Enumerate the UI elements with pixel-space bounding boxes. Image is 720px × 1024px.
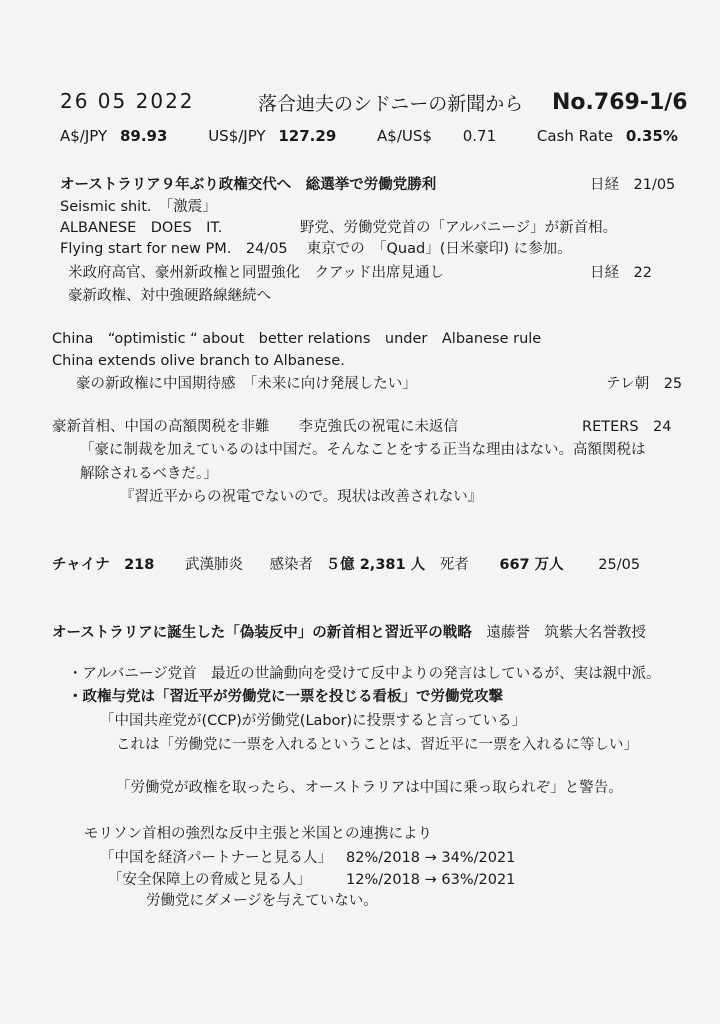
aud-jpy-label: A$/JPY	[60, 127, 108, 145]
section4-headline-row	[52, 624, 646, 642]
usd-jpy-value: 127.29	[278, 127, 337, 145]
section1-line4-source: 日経 22	[590, 265, 652, 281]
infected-count: ５億 2,381 人	[325, 557, 426, 573]
survey-row1-value: 82%/2018 → 34%/2021	[346, 850, 516, 866]
aud-usd-value: 0.71	[462, 127, 497, 145]
document-date: 26 05 2022	[60, 89, 195, 113]
deaths-label: 死者	[439, 557, 469, 573]
section1-line3: Flying start for new PM. 24/05 東京での 「Quad」(日米豪印) に参加。	[60, 241, 572, 257]
covid-row	[52, 556, 640, 574]
section1-line1: Seismic shit. 「激震」	[60, 199, 217, 215]
section1-line4: 米政府高官、豪州新政権と同盟強化 クアッド出席見通し	[68, 265, 444, 281]
covid-date: 25/05	[598, 557, 641, 573]
section3-source: RETERS 24	[582, 419, 672, 435]
section4-para1: モリソン首相の強烈な反中主張と米国との連携により	[84, 826, 432, 842]
aud-jpy-value: 89.93	[119, 127, 168, 145]
section4-author: 遠藤誉 筑紫大名誉教授	[486, 625, 646, 641]
cash-rate-value: 0.35%	[625, 127, 678, 145]
section2-line1: China “optimistic “ about better relations under Albanese rule	[52, 331, 542, 347]
aud-usd-label: A$/US$	[377, 127, 432, 145]
covid-topic: 武漢肺炎	[184, 557, 243, 573]
survey-row2-label: 「安全保障上の脅威と見る人」	[108, 872, 311, 888]
section4-bullet2: ・政権与党は「習近平が労働党に一票を投じる看板」で労働党攻撃	[68, 689, 503, 705]
infected-label: 感染者	[269, 557, 314, 573]
section4-quote2: これは「労働党に一票を入れるということは、習近平に一票を入れるに等しい」	[116, 737, 638, 753]
section3-quote2: 解除されるべきだ。」	[80, 466, 218, 482]
section3-quote1: 「豪に制裁を加えているのは中国だ。そんなことをする正当な理由はない。高額関税は	[80, 442, 646, 458]
section4-headline: オーストラリアに誕生した「偽装反中」の新首相と習近平の戦略	[52, 625, 472, 641]
rates-row	[60, 127, 678, 145]
section2-line3: 豪の新政権に中国期待感 「未来に向け発展したい」	[76, 376, 417, 392]
section4-quote3: 「労働党が政権を取ったら、オーストラリアは中国に乗っ取られぞ」と警告。	[116, 780, 623, 796]
section1-headline: オーストラリア９年ぶり政権交代へ 総選挙で労働党勝利	[60, 177, 437, 193]
section2-line2: China extends olive branch to Albanese.	[52, 353, 345, 369]
survey-row1-label: 「中国を経済パートナーと見る人」	[100, 850, 332, 866]
cash-rate-label: Cash Rate	[536, 127, 614, 145]
covid-label: チャイナ 218	[52, 557, 155, 573]
section1-source: 日経 21/05	[590, 177, 676, 193]
section3-headline: 豪新首相、中国の高額関税を非難 李克強氏の祝電に未返信	[52, 419, 458, 435]
section4-quote1: 「中国共産党が(CCP)が労働党(Labor)に投票すると言っている」	[100, 713, 527, 729]
section1-line2a: ALBANESE DOES IT.	[60, 220, 223, 236]
deaths-count: 667 万人	[499, 557, 564, 573]
section2-source: テレ朝 25	[606, 376, 683, 392]
section4-bullet1: ・アルバニージ党首 最近の世論動向を受けて反中よりの発言はしているが、実は親中派。	[68, 666, 661, 682]
document-number: No.769-1/6	[552, 90, 688, 115]
section1-line5: 豪新政権、対中強硬路線継続へ	[68, 288, 271, 304]
document-title: 落合迪夫のシドニーの新聞から	[258, 93, 524, 115]
survey-row2-value: 12%/2018 → 63%/2021	[346, 872, 516, 888]
section1-line2b: 野党、労働党党首の「アルバニージ」が新首相。	[300, 220, 618, 236]
section4-para2: 労働党にダメージを与えていない。	[146, 893, 378, 909]
section3-quote3: 『習近平からの祝電でないので。現状は改善されない』	[120, 489, 483, 505]
usd-jpy-label: US$/JPY	[208, 127, 266, 145]
